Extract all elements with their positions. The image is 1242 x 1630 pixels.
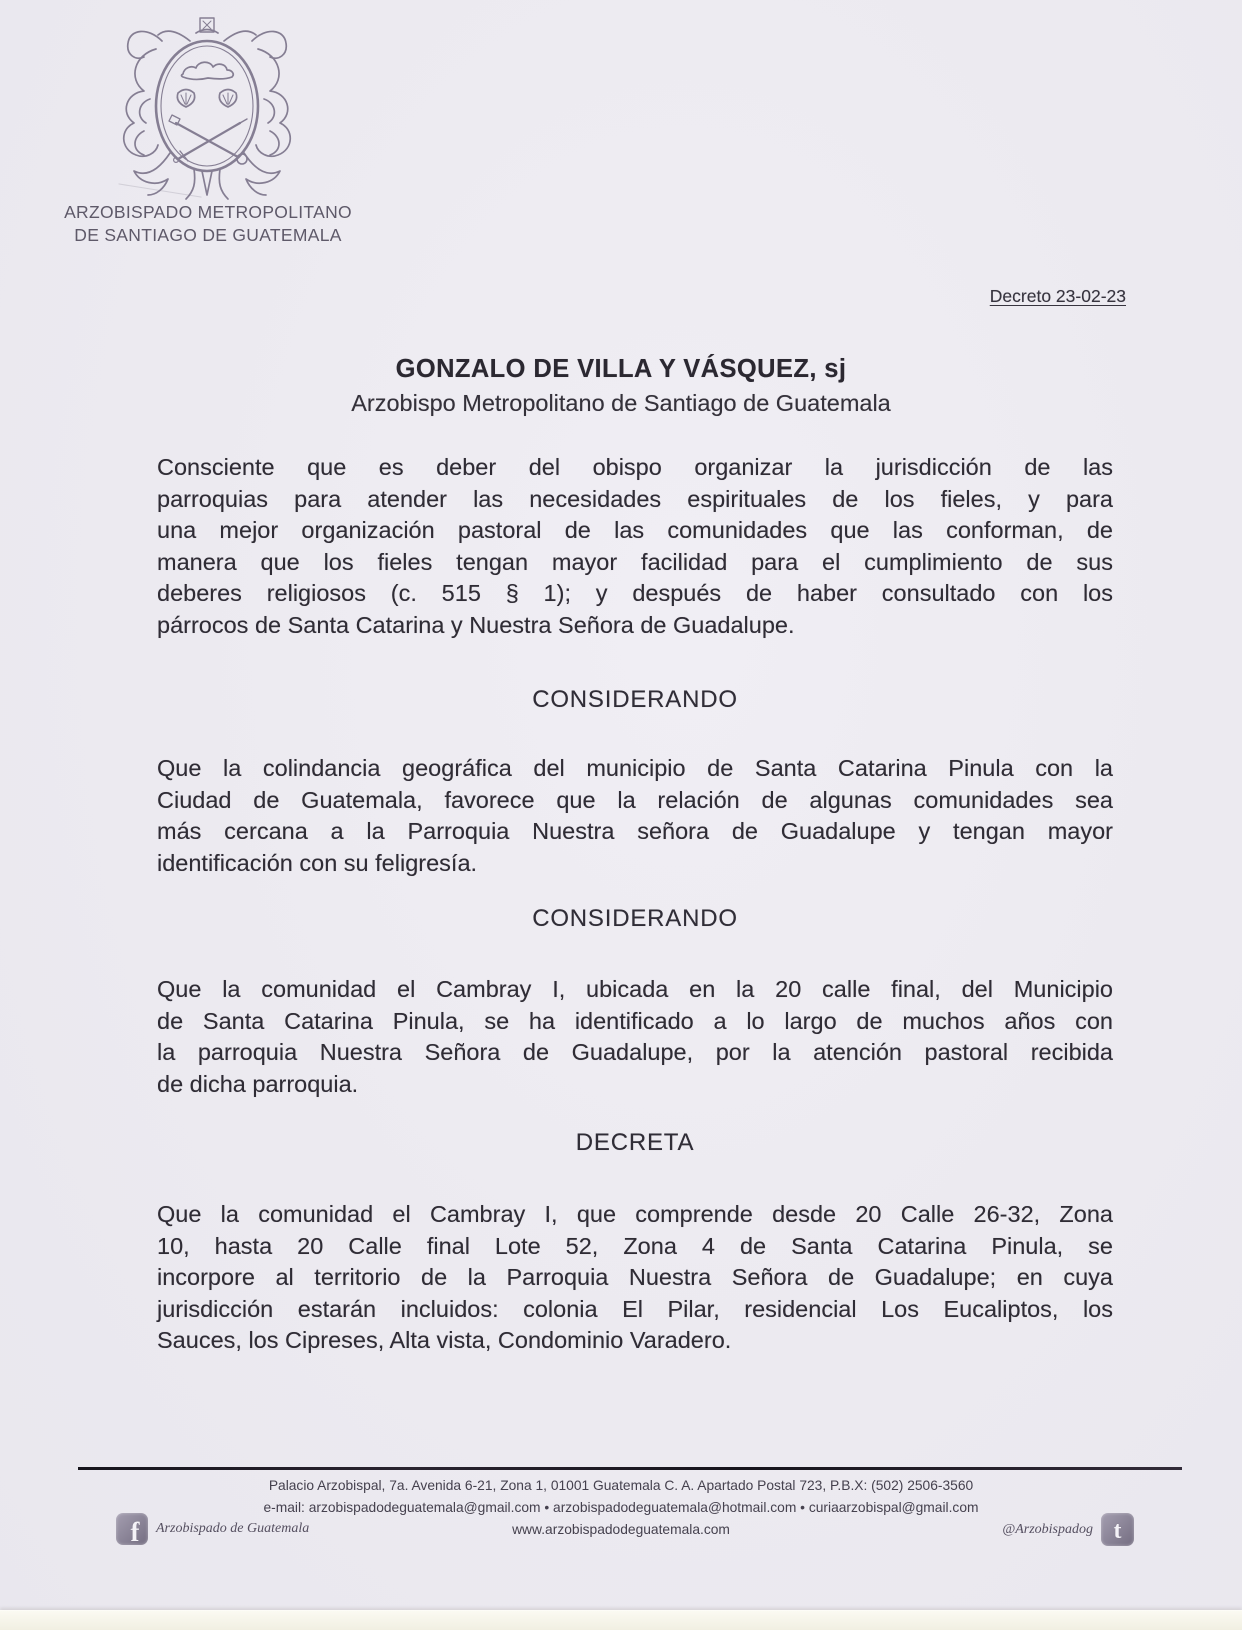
heading-considerando-1: CONSIDERANDO xyxy=(532,686,738,713)
document-subtitle: Arzobispo Metropolitano de Santiago de Guatemala xyxy=(351,390,891,416)
heading-decreta: DECRETA xyxy=(575,1129,695,1156)
paragraph-considerando-1: Que la colindancia geográfica del municipio de Santa Catarina Pinula con la Ciudad de Guatemala, favorece que la relación de algunas comunidades sea más cercana a la Parroquia Nuestra señora de Guadalupe y tengan mayor identificación con su feligresía. xyxy=(157,755,1113,876)
footer-address: Palacio Arzobispal, 7a. Avenida 6-21, Zona 1, 01001 Guatemala C. A. Apartado Postal 723, P.B.X: (502) 2506-3560 xyxy=(268,1478,974,1493)
footer-divider xyxy=(78,1467,1182,1470)
heading-considerando-2: CONSIDERANDO xyxy=(532,905,738,932)
facebook-contact xyxy=(116,1513,309,1545)
twitter-contact xyxy=(1002,1513,1134,1546)
document-title: GONZALO DE VILLA Y VÁSQUEZ, sj xyxy=(395,355,847,383)
scanner-edge-strip xyxy=(0,1610,1242,1630)
twitter-icon: t xyxy=(1101,1513,1134,1546)
letterhead-org-name xyxy=(40,201,376,247)
letterhead-line1: ARZOBISPADO METROPOLITANO xyxy=(64,202,352,222)
letterhead-line2: DE SANTIAGO DE GUATEMALA xyxy=(74,225,342,245)
archbishop-coat-of-arms-icon xyxy=(92,10,322,202)
twitter-handle: @Arzobispadog xyxy=(1002,1521,1093,1537)
footer-emails: e-mail: arzobispadodeguatemala@gmail.com • arzobispadodeguatemala@hotmail.com • curiaarzobispal@gmail.com xyxy=(263,1500,979,1515)
decree-reference: Decreto 23-02-23 xyxy=(989,286,1126,306)
paragraph-decreta: Que la comunidad el Cambray I, que comprende desde 20 Calle 26-32, Zona 10, hasta 20 Calle final Lote 52, Zona 4 de Santa Catarina Pinula, se incorpore al territorio de la Parroquia Nuestra Señora de Guadalupe; en cuya jurisdicción estarán incluidos: colonia El Pilar, residencial Los Eucaliptos, los Sauces, los Cipreses, Alta vista, Condominio Varadero. xyxy=(157,1201,1113,1354)
footer-website: www.arzobispadodeguatemala.com xyxy=(512,1522,730,1537)
facebook-icon: f xyxy=(116,1513,148,1545)
facebook-label: Arzobispado de Guatemala xyxy=(156,1521,310,1536)
paragraph-preamble: Consciente que es deber del obispo organizar la jurisdicción de las parroquias para atender las necesidades espirituales de los fieles, y para una mejor organización pastoral de las comunidades que las conforman, de manera que los fieles tengan mayor facilidad para el cumplimiento de sus deberes religiosos (c. 515 § 1); y después de haber consultado con los párrocos de Santa Catarina y Nuestra Señora de Guadalupe. xyxy=(157,454,1113,638)
paragraph-considerando-2: Que la comunidad el Cambray I, ubicada en la 20 calle final, del Municipio de Santa Catarina Pinula, se ha identificado a lo largo de muchos años con la parroquia Nuestra Señora de Guadalupe, por la atención pastoral recibida de dicha parroquia. xyxy=(157,976,1113,1097)
